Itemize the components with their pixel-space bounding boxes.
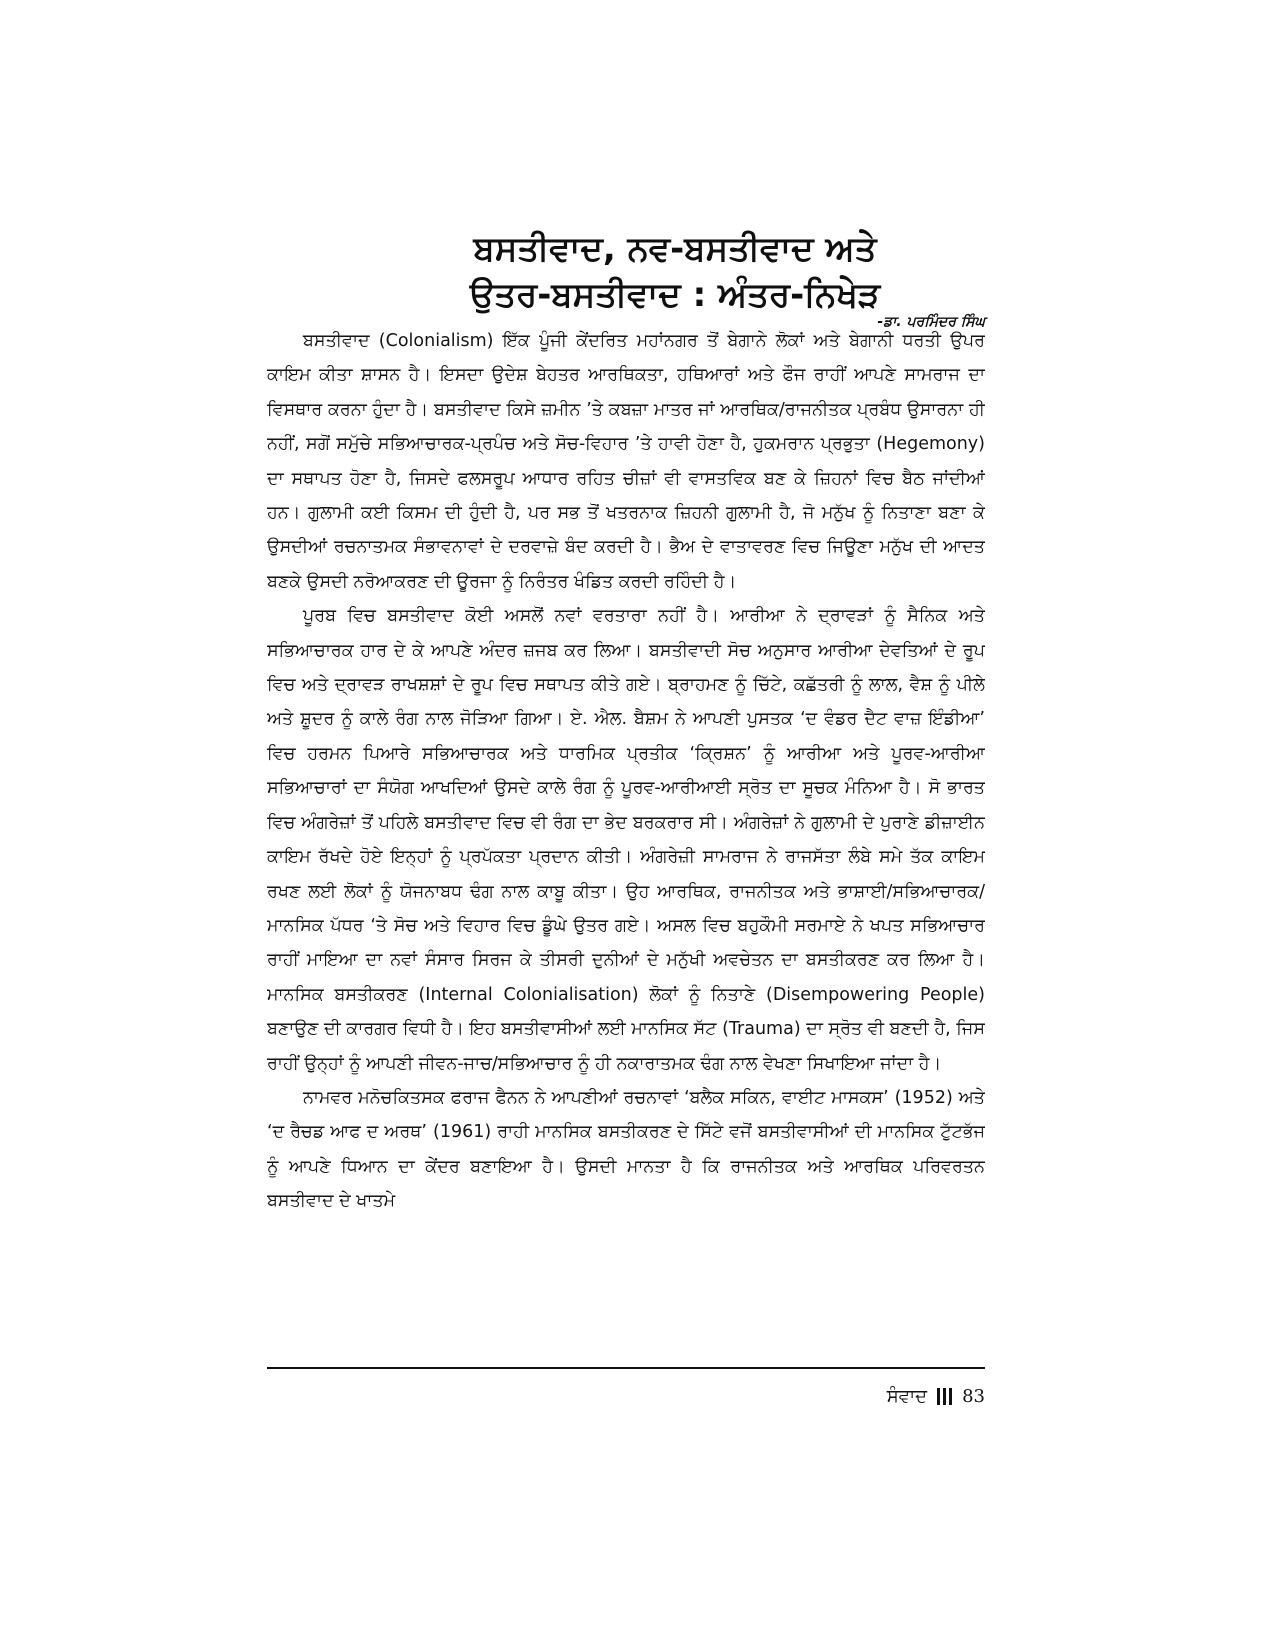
article-title-line-1: ਬਸਤੀਵਾਦ, ਨਵ-ਬਸਤੀਵਾਦ ਅਤੇ	[473, 229, 877, 269]
page-footer	[887, 1386, 985, 1407]
paragraph-1: ਬਸਤੀਵਾਦ (Colonialism) ਇੱਕ ਪੂੰਜੀ ਕੇਂਦਰਿਤ ਮਹਾਂਨਗਰ ਤੋਂ ਬੇਗਾਨੇ ਲੋਕਾਂ ਅਤੇ ਬੇਗਾਨੀ ਧਰਤੀ ਉਪਰ ਕਾਇਮ ਕੀਤਾ ਸ਼ਾਸਨ ਹੈ। ਇਸਦਾ ਉਦੇਸ਼ ਬੇਹਤਰ ਆਰਥਿਕਤਾ, ਹਥਿਆਰਾਂ ਅਤੇ ਫੌਜ ਰਾਹੀਂ ਆਪਣੇ ਸਾਮਰਾਜ ਦਾ ਵਿਸਥਾਰ ਕਰਨਾ ਹੁੰਦਾ ਹੈ। ਬਸਤੀਵਾਦ ਕਿਸੇ ਜ਼ਮੀਨ ’ਤੇ ਕਬਜ਼ਾ ਮਾਤਰ ਜਾਂ ਆਰਥਿਕ/ਰਾਜਨੀਤਕ ਪ੍ਰਬੰਧ ਉਸਾਰਨਾ ਹੀ ਨਹੀਂ, ਸਗੋਂ ਸਮੁੱਚੇ ਸਭਿਆਚਾਰਕ-ਪ੍ਰਪੰਚ ਅਤੇ ਸੋਚ-ਵਿਹਾਰ ’ਤੇ ਹਾਵੀ ਹੋਣਾ ਹੈ, ਹੁਕਮਰਾਨ ਪ੍ਰਭੁਤਾ (Hegemony) ਦਾ ਸਥਾਪਤ ਹੋਣਾ ਹੈ, ਜਿਸਦੇ ਫਲਸਰੂਪ ਆਧਾਰ ਰਹਿਤ ਚੀਜ਼ਾਂ ਵੀ ਵਾਸਤਵਿਕ ਬਣ ਕੇ ਜ਼ਿਹਨਾਂ ਵਿਚ ਬੈਠ ਜਾਂਦੀਆਂ ਹਨ। ਗੁਲਾਮੀ ਕਈ ਕਿਸਮ ਦੀ ਹੁੰਦੀ ਹੈ, ਪਰ ਸਭ ਤੋਂ ਖਤਰਨਾਕ ਜ਼ਿਹਨੀ ਗੁਲਾਮੀ ਹੈ, ਜੋ ਮਨੁੱਖ ਨੂੰ ਨਿਤਾਣਾ ਬਣਾ ਕੇ ਉਸਦੀਆਂ ਰਚਨਾਤਮਕ ਸੰਭਾਵਨਾਵਾਂ ਦੇ ਦਰਵਾਜ਼ੇ ਬੰਦ ਕਰਦੀ ਹੈ। ਭੈਅ ਦੇ ਵਾਤਾਵਰਣ ਵਿਚ ਜਿਊਣਾ ਮਨੁੱਖ ਦੀ ਆਦਤ ਬਣਕੇ ਉਸਦੀ ਨਰੋਆਕਰਣ ਦੀ ਊਰਜਾ ਨੂੰ ਨਿਰੰਤਰ ਖੰਡਿਤ ਕਰਦੀ ਰਹਿੰਦੀ ਹੈ।	[267, 331, 985, 592]
journal-bar	[943, 1388, 946, 1405]
page-number: 83	[962, 1386, 985, 1407]
article-body	[267, 324, 985, 1360]
journal-name: ਸੰਵਾਦ	[886, 1386, 928, 1407]
footer-divider	[267, 1367, 985, 1369]
journal-bars-icon	[937, 1388, 952, 1406]
paragraph-2: ਪੂਰਬ ਵਿਚ ਬਸਤੀਵਾਦ ਕੋਈ ਅਸਲੋਂ ਨਵਾਂ ਵਰਤਾਰਾ ਨਹੀਂ ਹੈ। ਆਰੀਆ ਨੇ ਦ੍ਰਾਵੜਾਂ ਨੂੰ ਸੈਨਿਕ ਅਤੇ ਸਭਿਆਚਾਰਕ ਹਾਰ ਦੇ ਕੇ ਆਪਣੇ ਅੰਦਰ ਜ਼ਜਬ ਕਰ ਲਿਆ। ਬਸਤੀਵਾਦੀ ਸੋਚ ਅਨੁਸਾਰ ਆਰੀਆ ਦੇਵਤਿਆਂ ਦੇ ਰੂਪ ਵਿਚ ਅਤੇ ਦ੍ਰਾਵੜ ਰਾਖਸ਼ਸ਼ਾਂ ਦੇ ਰੂਪ ਵਿਚ ਸਥਾਪਤ ਕੀਤੇ ਗਏ। ਬ੍ਰਾਹਮਣ ਨੂੰ ਚਿੱਟੇ, ਕਛੱਤਰੀ ਨੂੰ ਲਾਲ, ਵੈਸ਼ ਨੂੰ ਪੀਲੇ ਅਤੇ ਸ਼ੂਦਰ ਨੂੰ ਕਾਲੇ ਰੰਗ ਨਾਲ ਜੋੜਿਆ ਗਿਆ। ਏ. ਐਲ. ਬੈਸ਼ਮ ਨੇ ਆਪਣੀ ਪੁਸਤਕ ‘ਦ ਵੰਡਰ ਦੈਟ ਵਾਜ਼ ਇੰਡੀਆ’ ਵਿਚ ਹਰਮਨ ਪਿਆਰੇ ਸਭਿਆਚਾਰਕ ਅਤੇ ਧਾਰਮਿਕ ਪ੍ਰਤੀਕ ‘ਕ੍ਰਿਸ਼ਨ’ ਨੂੰ ਆਰੀਆ ਅਤੇ ਪੂਰਵ-ਆਰੀਆ ਸਭਿਆਚਾਰਾਂ ਦਾ ਸੰਯੋਗ ਆਖਦਿਆਂ ਉਸਦੇ ਕਾਲੇ ਰੰਗ ਨੂੰ ਪੂਰਵ-ਆਰੀਆਈ ਸ੍ਰੋਤ ਦਾ ਸੂਚਕ ਮੰਨਿਆ ਹੈ। ਸੋ ਭਾਰਤ ਵਿਚ ਅੰਗਰੇਜ਼ਾਂ ਤੋਂ ਪਹਿਲੇ ਬਸਤੀਵਾਦ ਵਿਚ ਵੀ ਰੰਗ ਦਾ ਭੇਦ ਬਰਕਰਾਰ ਸੀ। ਅੰਗਰੇਜ਼ਾਂ ਨੇ ਗੁਲਾਮੀ ਦੇ ਪੁਰਾਣੇ ਡੀਜ਼ਾਈਨ ਕਾਇਮ ਰੱਖਦੇ ਹੋਏ ਇਨ੍ਹਾਂ ਨੂੰ ਪ੍ਰਪੱਕਤਾ ਪ੍ਰਦਾਨ ਕੀਤੀ। ਅੰਗਰੇਜ਼ੀ ਸਾਮਰਾਜ ਨੇ ਰਾਜਸੱਤਾ ਲੰਬੇ ਸਮੇ ਤੱਕ ਕਾਇਮ ਰਖਣ ਲਈ ਲੋਕਾਂ ਨੂੰ ਯੋਜਨਾਬਧ ਢੰਗ ਨਾਲ ਕਾਬੂ ਕੀਤਾ। ਉਹ ਆਰਥਿਕ, ਰਾਜਨੀਤਕ ਅਤੇ ਭਾਸ਼ਾਈ/ਸਭਿਆਚਾਰਕ/ਮਾਨਸਿਕ ਪੱਧਰ ‘ਤੇ ਸੋਚ ਅਤੇ ਵਿਹਾਰ ਵਿਚ ਡੂੰਘੇ ਉਤਰ ਗਏ। ਅਸਲ ਵਿਚ ਬਹੁਕੌਮੀ ਸਰਮਾਏ ਨੇ ਖਪਤ ਸਭਿਆਚਾਰ ਰਾਹੀਂ ਮਾਇਆ ਦਾ ਨਵਾਂ ਸੰਸਾਰ ਸਿਰਜ ਕੇ ਤੀਸਰੀ ਦੁਨੀਆਂ ਦੇ ਮਨੁੱਖੀ ਅਵਚੇਤਨ ਦਾ ਬਸਤੀਕਰਣ ਕਰ ਲਿਆ ਹੈ। ਮਾਨਸਿਕ ਬਸਤੀਕਰਣ (Internal Colonialisation) ਲੋਕਾਂ ਨੂੰ ਨਿਤਾਣੇ (Disempowering People) ਬਣਾਉਣ ਦੀ ਕਾਰਗਰ ਵਿਧੀ ਹੈ। ਇਹ ਬਸਤੀਵਾਸੀਆਂ ਲਈ ਮਾਨਸਿਕ ਸੱਟ (Trauma) ਦਾ ਸ੍ਰੋਤ ਵੀ ਬਣਦੀ ਹੈ, ਜਿਸ ਰਾਹੀਂ ਉਨ੍ਹਾਂ ਨੂੰ ਆਪਣੀ ਜੀਵਨ-ਜਾਚ/ਸਭਿਆਚਾਰ ਨੂੰ ਹੀ ਨਕਾਰਾਤਮਕ ਢੰਗ ਨਾਲ ਵੇਖਣਾ ਸਿਖਾਇਆ ਜਾਂਦਾ ਹੈ।	[267, 606, 985, 1074]
journal-bar	[949, 1388, 952, 1405]
article-author: -ਡਾ. ਪਰਮਿੰਦਰ ਸਿੰਘ	[877, 314, 985, 330]
paragraph-3: ਨਾਮਵਰ ਮਨੋਚਕਿਤਸਕ ਫਰਾਜ ਫੈਨਨ ਨੇ ਆਪਣੀਆਂ ਰਚਨਾਵਾਂ ‘ਬਲੈਕ ਸਕਿਨ, ਵਾਈਟ ਮਾਸਕਸ’ (1952) ਅਤੇ ‘ਦ ਰੈਚਡ ਆਫ ਦ ਅਰਥ’ (1961) ਰਾਹੀ ਮਾਨਸਿਕ ਬਸਤੀਕਰਣ ਦੇ ਸਿੱਟੇ ਵਜੋਂ ਬਸਤੀਵਾਸੀਆਂ ਦੀ ਮਾਨਸਿਕ ਟੁੱਟਭੱਜ ਨੂੰ ਆਪਣੇ ਧਿਆਨ ਦਾ ਕੇਂਦਰ ਬਣਾਇਆ ਹੈ। ਉਸਦੀ ਮਾਨਤਾ ਹੈ ਕਿ ਰਾਜਨੀਤਕ ਅਤੇ ਆਰਥਿਕ ਪਰਿਵਰਤਨ ਬਸਤੀਵਾਦ ਦੇ ਖਾਤਮੇ	[267, 1087, 985, 1212]
journal-bar	[937, 1388, 940, 1405]
article-title-line-2: ਉਤਰ-ਬਸਤੀਵਾਦ : ਅੰਤਰ-ਨਿਖੇੜ	[469, 275, 881, 315]
